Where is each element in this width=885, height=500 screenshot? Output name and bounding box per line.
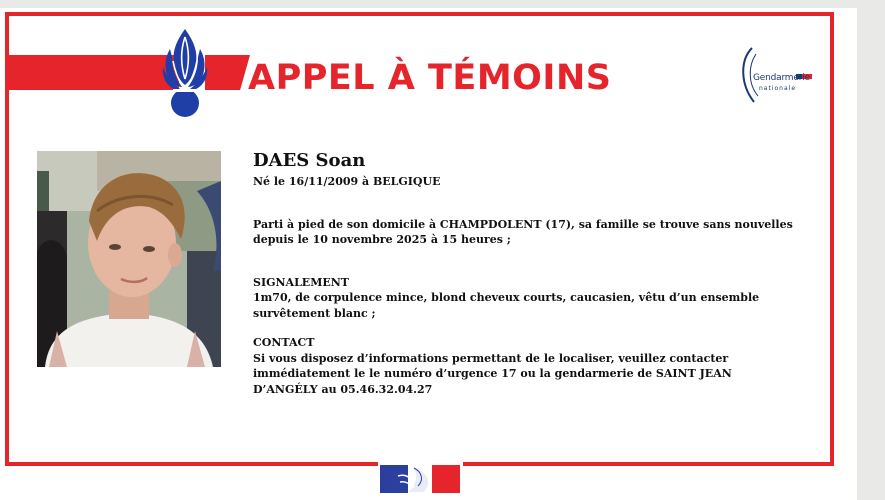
footer-logo-area xyxy=(378,462,463,496)
poster-title: APPEL À TÉMOINS xyxy=(248,58,612,98)
signalement-text: 1m70, de corpulence mince, blond cheveux courts, caucasien, vêtu d’un ensemble survêtement blanc ; xyxy=(253,291,760,320)
person-birth: Né le 16/11/2009 à BELGIQUE xyxy=(253,175,441,188)
signalement-heading: SIGNALEMENT xyxy=(253,275,349,289)
disappearance-description: Parti à pied de son domicile à CHAMPDOLENT (17), sa famille se trouve sans nouvelles depuis le 10 novembre 2025 à 15 heures ; xyxy=(253,217,793,246)
notice-content xyxy=(253,150,793,397)
marianne-logo-icon xyxy=(378,462,463,496)
grenade-emblem-icon xyxy=(160,27,210,119)
title-banner-left xyxy=(9,55,179,90)
missing-person-photo xyxy=(37,151,221,367)
gendarmerie-logo-subtext: nationale xyxy=(759,85,797,92)
gendarmerie-logo-text: Gendarmerie xyxy=(753,73,810,83)
contact-text: Si vous disposez d’informations permettant de le localiser, veuillez contacter immédiatement le le numéro d’urgence 17 ou la gendarmerie de SAINT JEAN D’ANGÉLY au 05.46.32.04.27 xyxy=(253,351,732,396)
person-name: DAES Soan xyxy=(253,150,366,171)
contact-heading: CONTACT xyxy=(253,336,315,349)
